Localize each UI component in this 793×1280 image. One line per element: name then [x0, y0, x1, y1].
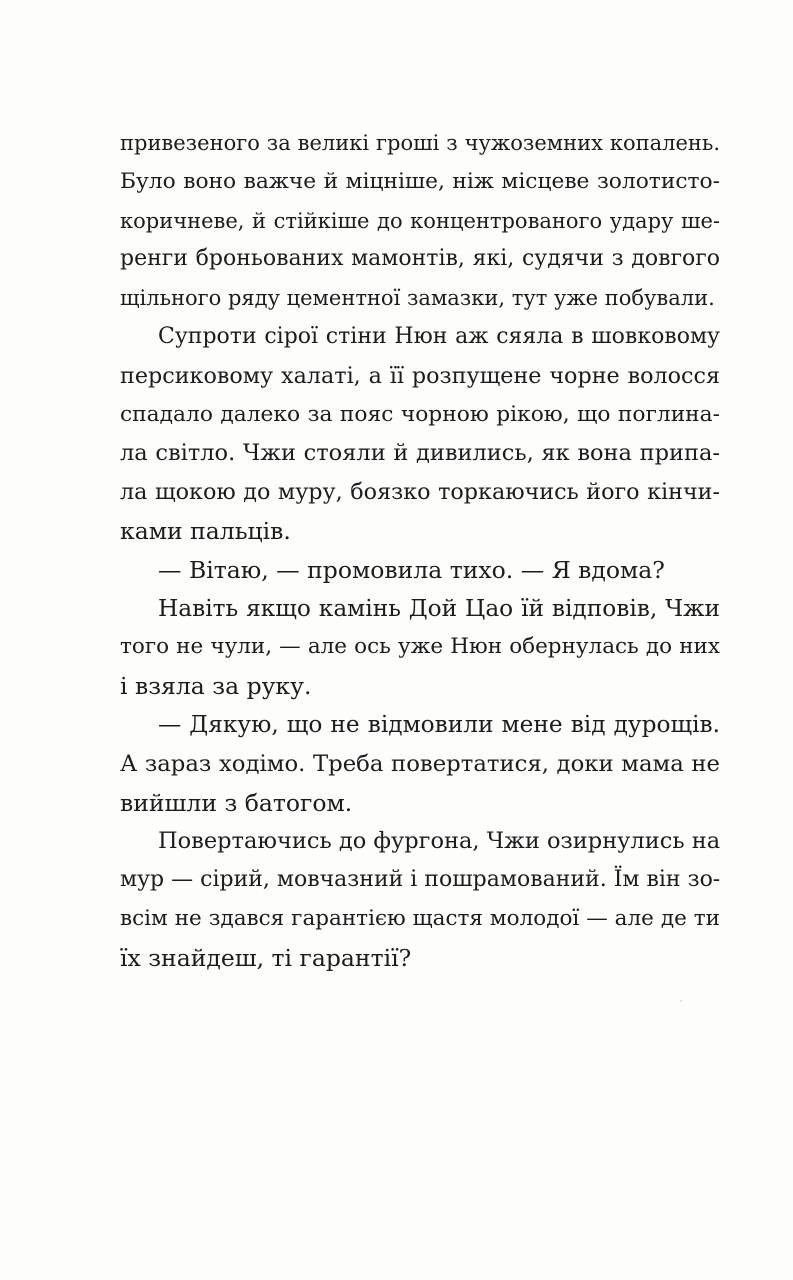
text-line: мур — сірий, мовчазний і пошрамований. Їм він зо- [120, 867, 720, 893]
text-line: — Вітаю, — промовила тихо. — Я вдома? [158, 555, 665, 584]
text-line: А зараз ходімо. Треба повертатися, доки мама не [120, 750, 720, 777]
text-line: ла щокою до муру, боязко торкаючись його кінчи- [120, 479, 720, 506]
text-line: привезеного за великі гроші з чужоземних копалень. [120, 131, 720, 155]
paragraph [120, 822, 720, 977]
paper-speck [680, 1000, 682, 1002]
text-line: коричневе, й стійкіше до концентрованого удару ше- [120, 208, 720, 233]
text-line: спадало далеко за пояс чорною рікою, що поглина- [120, 401, 720, 427]
text-line: того не чули, — але ось уже Нюн обернулась до них [120, 634, 720, 660]
text-line: ками пальців. [120, 516, 291, 545]
text-line: персиковому халаті, а її розпущене чорне волосся [120, 362, 720, 389]
text-line: їх знайдеш, ті гарантії? [120, 943, 412, 972]
text-line: ренги броньованих мамонтів, які, судячи з довгого [120, 246, 720, 272]
text-line: вийшли з батогом. [120, 788, 353, 817]
paragraph [120, 590, 720, 706]
text-line: ла світло. Чжи стояли й дивились, як вона припа- [120, 440, 720, 467]
text-line: Було воно важче й міцніше, ніж місцеве золотисто- [120, 168, 720, 194]
text-line: всім не здався гарантією щастя молодої — але де ти [120, 905, 720, 931]
text-line: Супроти сірої стіни Нюн аж сяяла в шовковому [158, 323, 720, 349]
paragraph [120, 706, 720, 822]
paragraph [120, 318, 720, 551]
text-line: Навіть якщо камінь Дой Цао їй відповів, Чжи [158, 594, 720, 622]
paragraph [120, 551, 720, 590]
text-line: і взяла за руку. [120, 672, 312, 701]
text-line: Повертаючись до фургона, Чжи озирнулись на [158, 828, 720, 855]
paragraph [120, 124, 720, 318]
text-line: щільного ряду цементної замазки, тут уже побували. [120, 286, 715, 311]
text-line: — Дякую, що не відмовили мене від дурощів. [158, 710, 720, 738]
body-text [120, 124, 720, 978]
